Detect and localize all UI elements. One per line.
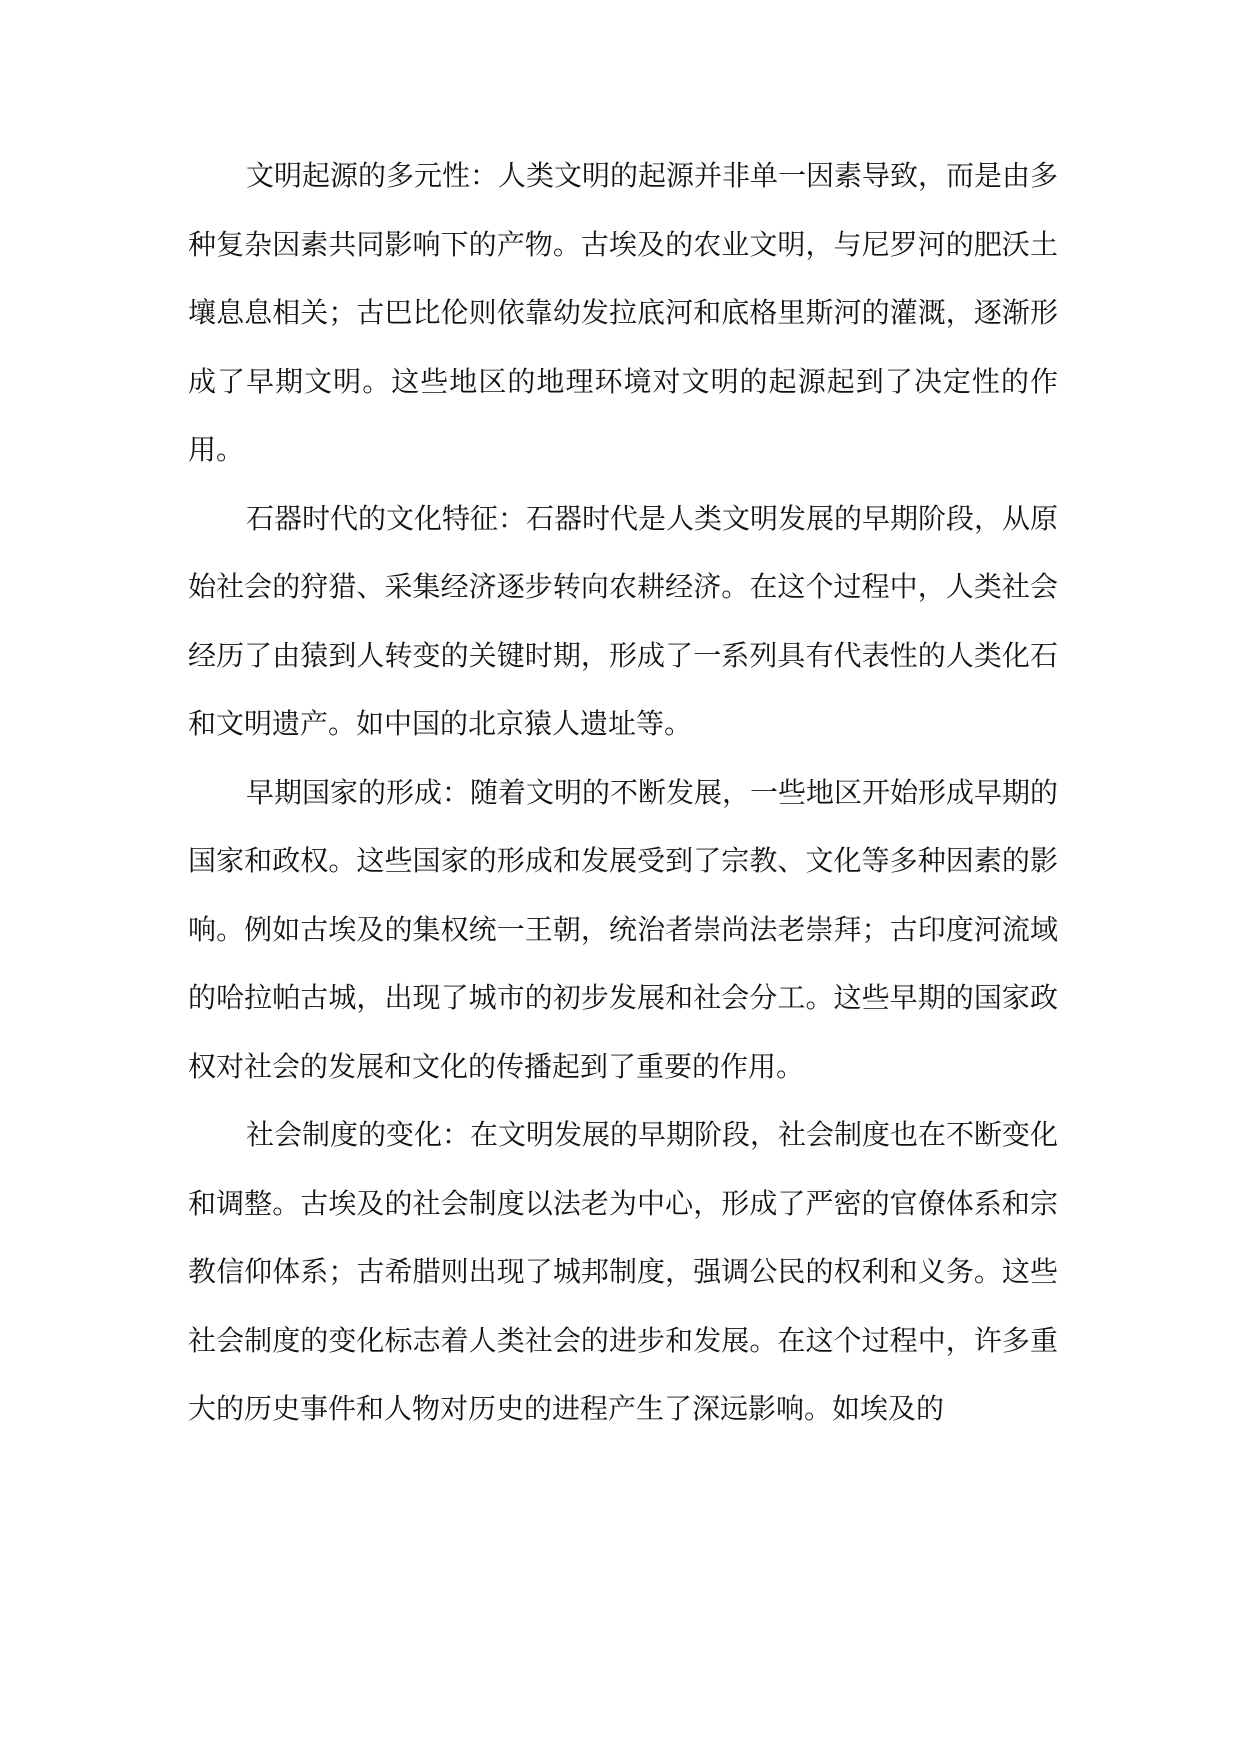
paragraph-early-states: 早期国家的形成：随着文明的不断发展，一些地区开始形成早期的国家和政权。这些国家的形成和发展受到了宗教、文化等多种因素的影响。例如古埃及的集权统一王朝，统治者崇尚法老崇拜；古印度河流域的哈拉帕古城，出现了城市的初步发展和社会分工。这些早期的国家政权对社会的发展和文化的传播起到了重要的作用。 [188, 775, 1059, 1083]
paragraph-stone-age: 石器时代的文化特征：石器时代是人类文明发展的早期阶段，从原始社会的狩猎、采集经济逐步转向农耕经济。在这个过程中，人类社会经历了由猿到人转变的关键时期，形成了一系列具有代表性的人类化石和文明遗产。如中国的北京猿人遗址等。 [188, 501, 1059, 740]
paragraph-social-systems: 社会制度的变化：在文明发展的早期阶段，社会制度也在不断变化和调整。古埃及的社会制度以法老为中心，形成了严密的官僚体系和宗教信仰体系；古希腊则出现了城邦制度，强调公民的权利和义务。这些社会制度的变化标志着人类社会的进步和发展。在这个过程中，许多重大的历史事件和人物对历史的进程产生了深远影响。如埃及的 [188, 1118, 1059, 1425]
document-body [188, 142, 1058, 1444]
paragraph-civilization-origins: 文明起源的多元性：人类文明的起源并非单一因素导致，而是由多种复杂因素共同影响下的产物。古埃及的农业文明，与尼罗河的肥沃土壤息息相关；古巴比伦则依靠幼发拉底河和底格里斯河的灌溉，逐渐形成了早期文明。这些地区的地理环境对文明的起源起到了决定性的作用。 [188, 159, 1059, 466]
